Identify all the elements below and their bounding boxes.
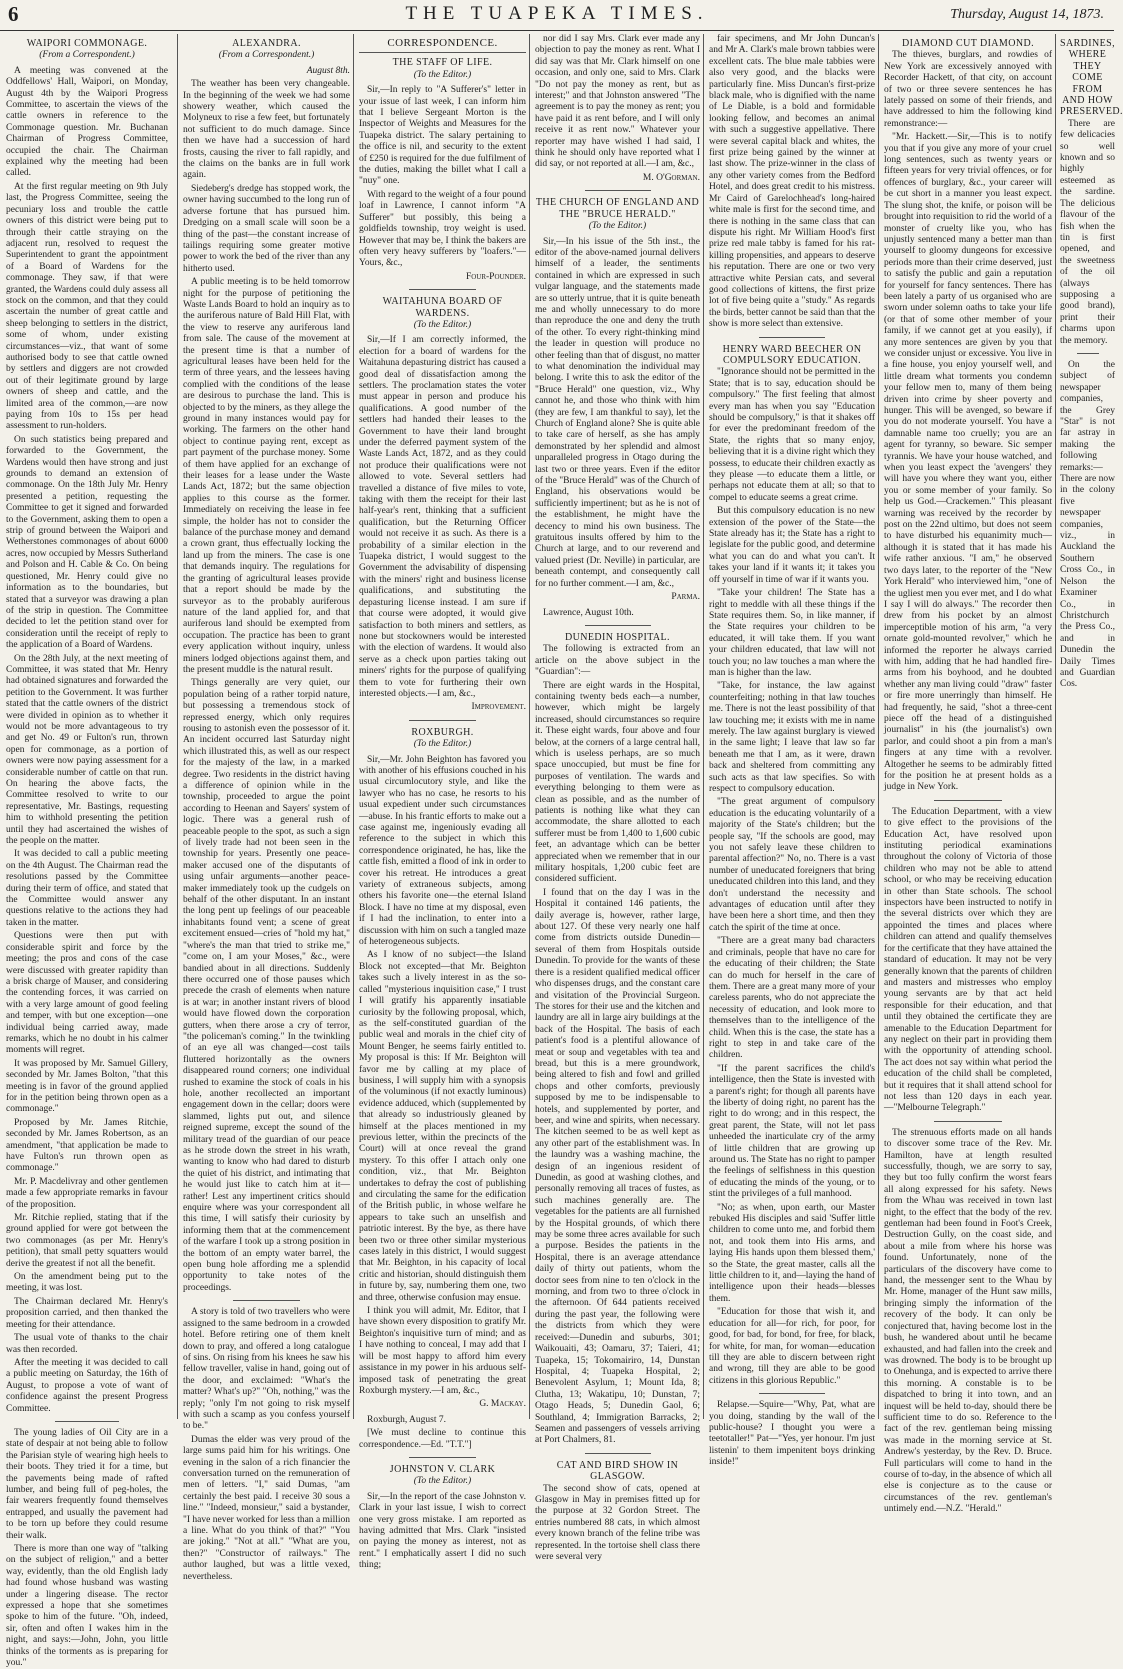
issue-date: Thursday, August 14, 1873. [950,7,1104,22]
paragraph: The young ladies of Oil City are in a state of despair at not being able to follow the Parisian style of wearing high heels to their boots. They tried it for a time, but the pavements being made of rafted lumber, and being full of peg-holes, the fair wearers frequently found themselves entrapped, and usually the pavement had to be torn up before they could resume their walk. [6,1427,168,1541]
paragraph: The Chairman declared Mr. Henry's proposition carried, and then thanked the meeting for their attendance. [6,1296,168,1330]
paragraph: After the meeting it was decided to call a public meeting on Saturday, the 16th of August, to propose a vote of want of confidence against the present Progress Committee. [6,1357,168,1414]
newspaper-title: THE TUAPEKA TIMES. [405,3,709,24]
paragraph: Relapse.—Squire—"Why, Pat, what are you doing, standing by the wall of the public-house? I thought you were a teetotaller!" Pat—"Yes, yer honour. I'm just listenin' to them impenitent boys drinking inside!" [709,1400,875,1468]
paragraph: On the subject of newspaper companies, the Grey "Star" is not far astray in making the following remarks:—There are now in the colony five newspaper companies, viz., in Auckland the Southern Cross Co., in Nelson the Examiner Co., in Christchurch the Press Co., and in Dunedin the Daily Times and Guardian Cos. [1060,359,1115,690]
paragraph: Proposed by Mr. James Ritchie, seconded by Mr. James Robertson, as an amendment, "that application be made to have Fulton's run thrown open as commonage." [6,1117,168,1174]
paragraph: There are eight wards in the Hospital, containing twenty beds each—a number, however, which might be largely increased, should circumstances so require it. These eight wards, four above and four below, at the corners of a large central hall, which is useless perhaps, are so much space unoccupied, but must be fine for purposes of ventilation. The wards and everything belonging to them were as clean as possible, and as the number of patients is nothing like what they can accommodate, the share allotted to each sufferer must be from 1,400 to 1,600 cubic feet, an advantage which can be better appreciated when we remember that in our military hospitals, 1,200 cubic feet are considered sufficient. [535,680,700,885]
paragraph: Sir,—In the report of the case Johnston v. Clark in your last issue, I wish to correct one very gross mistake. I am reported as having admitted that Mrs. Clark "insisted on paying the money as interest, not as rent." I emphatically assert I did no such thing; [359,1491,526,1571]
paragraph: Things generally are very quiet, our population being of a rather torpid nature, but possessing a tremendous stock of repressed energy, which only requires rousing to astonish even the possessor of it. An incident occurred last Saturday night which illustrated this, as well as our respect for the majesty of the law, in a marked degree. Two residents in the district having a difference of opinion while in the township, proceeded to argue the point according to Heenan and Sayers' system of logic. There was a general rush of peaceable people to the spot, as such a sign of lively trade had not been seen in the township for years. Presently one peace-maker accused one of the disputants of using unfair arguments—another peace-maker immediately took up the cudgels on behalf of the other disputant. In an instant the long pent up feelings of our peaceable inhabitants found vent; a scene of great excitement ensued—cries of "hold my hat," "where's the man that tried to strike me," "come on, I am your Moses," &c., were bandied about in all directions. Suddenly there occurred one of those pauses which precede the crash of elements when nature is at war; in another instant rivers of blood would have flowed down the corporation gutters, when there arose a cry of terror, "the policeman's coming." In the twinkling of an eye all was changed—cost tails fluttered horizontally as the owners disappeared round corners; one individual rushed to examine the stock of coals in his hole, another recollected an important engagement down in the cellar; doors were slammed, lights put out, and silence reigned supreme, except the sound of the military tread of the guardian of our peace as he strode down the street in his wrath, wanting to know who had dared to disturb the quiet of his district, and intimating that he would just like to catch him at it—rather! Lest any impertinent critics should enquire where was your correspondent all this time, I will satisfy their curiosity by informing them that at the commencement of the warfare I took up a strong position in the bottom of an empty water barrel, the open bung hole affording me a splendid opportunity to take notes of the proceedings. [183,678,350,1293]
paragraph: Mr. Ritchie replied, stating that if the ground applied for were got between the two commonages (as per Mr. Henry's petition), that small petty squatters would derive the greatest if not all the benefit. [6,1213,168,1269]
paragraph: I think you will admit, Mr. Editor, that I have shown every disposition to gratify Mr. Beighton's inquisitive turn of mind; and as I have nothing to conceal, I may add that I will be most happy to afford him every assistance in my power in his arduous self-imposed task of penetrating the great Roxburgh mystery.—I am, &c., [359,1306,526,1396]
paragraph: With regard to the weight of a four pound loaf in Lawrence, I cannot inform "A Sufferer" but possibly, this being a goldfields township, troy weight is used. However that may be, I think the bakers are often very heavy sufferers by "loafers."—Yours, &c., [359,189,526,269]
paragraph: "Ignorance should not be permitted in the State; that is to say, education should be compulsory." The first feeling that almost every man has when you say "Education should be compulsory," is that it shakes off for ever the predominant freedom of the State, the rights that so many enjoy, believing that it is a divine right which they possess, to educate their children exactly as they please —to educate them a little, or perhaps not educate them at all; so that to compel to educate seems a great crime. [709,367,875,503]
paragraph: Mr. P. Macdelivray and other gentlemen made a few appropriate remarks in favour of the proposition. [6,1176,168,1210]
paragraph: "Take, for instance, the law against counterfeiting; nothing in that law touches me. There is not the least possibility of that law touching me; it exists with me in name merely. The law against burglary is viewed in the same light; I leave that law so far beneath me that I am, as it were, drawn back and sheltered from committing any such acts as that law specifies. So with respect to compulsory education. [709,681,875,794]
article-heading-sardines: SARDINES, WHERE THEY COME FROM AND HOW PRESERVED. [1060,38,1123,118]
letter-title: WAITAHUNA BOARD OF WARDENS. [382,296,503,319]
paragraph: Sir,—In his issue of the 5th inst., the editor of the above-named journal delivers himself of a leader, the sentiments contained in which are expressed in such vulgar language, and the statements made are so utterly untrue, that it is quite beneath me and wholly unnecessary to do more than reproduce the one and deny the truth of the other. To every right-thinking mind the leader in question will produce no other feeling than that of disgust, no matter to what denomination the individual may belong. I write this to ask the editor of the "Bruce Herald" one question, viz., Why cannot he, and those who think with him (they are few, I am thankful to say), let the Church of England alone? She is quite able to take care of herself, as she has amply demonstrated by her splendid and almost unparalleled progress in Otago during the last two or three years. Even if the editor of the "Bruce Herald" was of the Church of England, his observations would be sufficiently impertinent; but as he is not of the establishment, he might have the decency to mind his own business. The gratuitous insults offered by him to the Church at large, and to our reverend and valued priest (Dr. Neville) in particular, are beneath contempt, and consequently call for no further comment.—I am, &c., [535,236,700,589]
paragraph: The following is extracted from an article on the above subject in the "Guardian":— [535,644,700,678]
letter-signature: G. Mackay. [479,1399,526,1410]
letter-salutation: (To the Editor.) [413,319,472,330]
paragraph: The weather has been very changeable. In the beginning of the week we had some showery weather, which caused the Molyneux to rise a few feet, but fortunately not sufficient to do much damage. Since then we have had a succession of hard frosts, causing the river to fall rapidly, and the claims on the banks are in full work again. [183,79,350,181]
paragraph: "Mr. Hackett.—Sir,—This is to notify you that if you give any more of your cruel long sentences, such as twenty years or fifteen years for very trivial offences, or for offences of burglary, &c., your career will be cut short in a manner you least expect. The slung shot, the knife, or poison will be brought into requisition to rid the world of a monster of cruelty like you, who has unjustly sentenced many a better man than yourself to gloomy dungeons for excessive periods more than their crime deserved, just to satisfy the public and gain a reputation for yourself for fancy sentences. There has been lately a party of us organised who are sworn under solemn oaths to take your life (or that of some other member of your family, if we cannot get at you easily), if any more sentences are given by you that we consider unjust or excessive. You live in a fine house, you enjoy yourself well, and little dream what torments you condemn your fellow men to, many of them being driven into crime by sheer poverty and hunger. This will be avenged, so beware if you do not moderate yourself. You have a damnable name too cruelly; you are an agent for tyranny, so beware. Sic semper tyrannis. We have your house watched, and when you least expect the 'avengers' they will have you where they want you, either you or some member of your family. So help us God.—Crackemen." This pleasant warning was received by the recorder by post on the 22nd ultimo, but does not seem to have disturbed his equanimity much—although it is stated that it has made his wife rather anxious. "I am," he observed two days later, to the reporter of the "New York Herald" who interviewed him, "one of the ugliest men you ever met, and I do what I say I will do always." The recorder then drew from his pocket by an almost imperceptible motion of his arm, "a very ornate gold-mounted revolver," which he informed the reporter he always carried with him, adding that he had handled fire-arms from his boyhood, and he doubted whether any man living could "draw" faster or fire more unerringly than himself. He had frequently, he said, "shot a three-cent piece off the head of a distinguished journalist" in his (the journalist's) own parlor, and could shoot a pin from a man's fingers at any time with a revolver. Altogether he seems to be admirably fitted for the position he at present holds as a judge in New York. [884,132,1052,793]
paragraph: On the 28th July, at the next meeting of Committee, it was stated that Mr. Henry had obtained signatures and forwarded the petition to the Government. It was further stated that the cattle owners of the district were divided in opinion as to whether it would not be more advantageous to try and get No. 49 or Fulton's run, thrown open for commonage, as a portion of owners were now paying assessment for a considerable number of cattle on that run. On hearing the above facts, the Committee resolved to write to our representative, Mr. Bastings, requesting him to withhold presenting the petition until they had ascertained the wishes of the people on the matter. [6,653,168,847]
letter-salutation: (To the Editor.) [588,221,647,232]
article-heading-waipori-commonage: WAIPORI COMMONAGE. [26,38,148,49]
paragraph: As I know of no subject—the Island Block not excepted—that Mr. Beighton takes such a lively interest in as the so-called "mysterious inquisition case," I trust I will gratify his apparently insatiable curiosity by the following proposal, which, as the self-constituted guardian of the public weal and morals in the chief city of Mount Benger, he seems fairly entitled to. My proposal is this: If Mr. Beighton will favor me by calling at my place of business, I will supply him with a synopsis of the voluminous (if not exactly luminous) evidence adduced, which (supplemented by that already so industriously gleaned by himself at the places mentioned in my previous letter, within the precincts of the Court) will at once reveal the grand mystery. To this offer I attach only one condition, viz., that Mr. Beighton undertakes to defray the cost of publishing and circulating the same for the edification of the British public, in whose welfare he appears to take such an unselfish and patriotic interest. By the bye, as there have been two or three other similar mysterious cases lately in this district, I would suggest that Mr. Beighton, in his capacity of local critic and historian, should distinguish them in future by, say, numbering them one, two and three, otherwise confusion may ensue. [359,950,526,1303]
columns [0,34,1123,1669]
divider [934,1121,1001,1122]
paragraph: "Take your children! The State has a right to meddle with all these things if the State requires them. So, in like manner, if the State requires your children to be educated, it will take them. If you want your children educated, that law will not touch you; no law touches a man where the man is higher than the law. [709,588,875,678]
divider [759,1393,825,1394]
paragraph: A meeting was convened at the Oddfellows' Hall, Waipori, on Monday, August 4th by the Waipori Progress Committee, to ascertain the views of the cattle owners in reference to the Commonage question. Mr. Buchanan Chairman of Progress Committee, occupied the chair. The Chairman explained why the meeting had been called. [6,65,168,179]
paragraph: It was decided to call a public meeting on the 4th August. The Chairman read the resolutions passed by the Committee during their term of office, and stated that the Committee would answer any questions relative to the actions they had taken in the matter. [6,849,168,928]
letter-title: ROXBURGH. [411,726,474,738]
article-heading-dunedin-hospital: DUNEDIN HOSPITAL. [565,631,670,643]
paragraph: fair specimens, and Mr John Duncan's and Mr A. Clark's male brown tabbies were excellent cats. The blue male tabbies were also very good, and the blacks were particularly fine. Miss Duncan's first-prize black male, who is dignified with the name of Le Diable, is a bold and formidable looking fellow, and becomes an animal with such a suggestive appellative. There were several capital black and whites, the first prize being gained by the winner at last show. The prize-winner in the class of any other variety comes from the Bedford Hotel, and does great credit to his mistress. Mr Caird of Garelochhead's long-haired white male is first for the second time, and there is nothing in the same class that can dispute his right. Mr William Hood's first prize red male tabby is famed for his rat-killing propensities, and appears to deserve his reputation. There are one or two very attractive white Persian cats, and several good collections of kittens, the first prize lot of five being quite a "study." As regards the birds, better cannot be said than that the show is more select than extensive. [709,34,875,330]
paragraph: nor did I say Mrs. Clark ever made any objection to pay the money as rent. What I did say was that Mr. Clark himself on one occasion, and only one, said to Mrs. Clark "Do not pay the money as rent, but as interest;" and that Johnston answered "The agreement is to pay the money as rent; you have paid it as rent before, and I will only receive it as rent now." Whatever your reporter may have wished I had said, I think he should only have reported what I did say, or not reported at all.—I am, &c., [535,34,700,170]
paragraph: Questions were then put with considerable spirit and force by the meeting; the pros and cons of the case were discussed with greater rapidity than a brisk charge of Mauser, and considering the contending forces, it was carried on with a very large amount of good feeling and temper, with but one exception—one individual being carried away, made remarks, which he no doubt in his calmer moments will regret. [6,931,168,1056]
dateline: August 8th. [306,65,350,76]
paragraph: It was proposed by Mr. Samuel Gillery, seconded by Mr. James Bolton, "that this meeting is in favor of the ground applied for in the petition being thrown open as a commonage." [6,1058,168,1115]
paragraph: The second show of cats, opened at Glasgow in May in premises fitted up for the purpose at 32 Gordon Street. The entries numbered 88 cats, in which almost every known branch of the feline tribe was represented. In the tortoise shell class there were several very [535,1483,700,1562]
paragraph: I found that on the day I was in the Hospital it contained 146 patients, the daily average is, however, rather large, about 127. Of these very nearly one half come from districts outside Dunedin—several of them from Hospitals outside Dunedin. To provide for the wants of these there is a resident qualified medical officer who dispenses drugs, and the constant care and visitation of the Provincial Surgeon. The stores for their use and the kitchen and laundry are all in large airy buildings at the back of the Hospital. The basis of each patient's food is a plentiful allowance of meat or soup and vegetables with tea and bread, but this is a mere groundwork, being altered to fish and fowl and grilled chops and other comforts, previously supposed by me to be indispensable to hotels, and supplemented by porter, and beer, and wine and spirits, when necessary. The kitchen seemed to be as well kept as any other part of the establishment was. In the laundry was a washing machine, the design of an ingenious resident of Dunedin, as good at washing clothes, and personally removing all traces of fustes, as such machines generally are. The vegetables for the patients are all furnished by the Hospital grounds, of which there may be some three acres available for such a purpose. Besides the patients in the Hospital, there is an average attendance daily of thirty out patients, whom the doctor sees from nine to ten o'clock in the morning, and from two to three o'clock in the afternoon. Of 644 patients received during the past year, the following were the districts from which they were received:—Dunedin and suburbs, 301; Waikouaiti, 43; Oamaru, 37; Taieri, 41; Tuapeka, 15; Tokomairiro, 14, Dunstan Hospital, 4; Tuapeka Hospital, 2; Benevolent Asylum, 1; Mount Ida, 8; Clutha, 13; Wakatipu, 10; Dunstan, 7; Otago Heads, 5; Dunedin Gaol, 6; Southland, 4; Immigration Barracks, 2; Seamen and passengers of vessels arriving at Port Chalmers, 81. [535,887,700,1446]
paragraph: On the amendment being put to the meeting, it was lost. [6,1272,168,1294]
column-3 [353,34,527,1571]
paragraph: "If the parent sacrifices the child's intelligence, then the State is invested with a parent's right; for though all parents have the liberty of doing right, no parent has the right to do wrong; and in this respect, the great parent, the State, will not let pass unheeded the inarticulate cry of the army of little children that are growing up around us. The State has no right to pamper the feelings of selfishness in this question of educating the minds of the young, or to stint the privileges of a full manhood. [709,1063,875,1200]
byline: (From a Correspondent.) [39,50,135,61]
paragraph: On such statistics being prepared and forwarded to the Government, the Wardens would then have strong and just grounds to demand an extension of commonage. On the 18th July Mr. Henry presented a petition, requesting the Committee to get it signed and forwarded to the Government, asking them to open a strip of ground between the Waipori and Wetherstones commonages of about 6000 acres, now occupied by Messrs Sutherland and Polson and H. Cable & Co. On being questioned, Mr. Henry could give no information as to the boundaries, but stated that a surveyor was drawing a plan of the strip in question. The Committee decided to let the petition stand over for consideration until the receipt of reply to the application of a Board of Wardens. [6,434,168,651]
section-heading-correspondence: CORRESPONDENCE. [359,38,526,53]
paragraph: "No; as when, upon earth, our Master rebuked His disciples and said 'Suffer little children to come unto me, and forbid them not, and took them into His arms, and laying His hands upon them blessed them,' so the State, the great master, calls all the little children to it, and—laying the hand of intelligence upon their heads—blesses them. [709,1202,875,1304]
paragraph: The usual vote of thanks to the chair was then recorded. [6,1333,168,1355]
divider [409,720,476,721]
paragraph: Sir,—If I am correctly informed, the election for a board of wardens for the Waitahuna depasturing district has caused a good deal of dissatisfaction among the settlers. The proclamation states the voter must appear in person and produce his qualifications. A good number of the settlers had handed their leases to the Government to have their land brought under the deferred payment system of the Waste Lands Act, 1872, and as they could not produce their qualifications were not allowed to vote. Several settlers had travelled a distance of five miles to vote, taking with them the receipt for their last half-year's rent, thinking that a sufficient qualification, but the Returning Officer would not receive it as such. As there is a probability of a similar election in the Tuapeka district, I would suggest to the Government the advisability of dispensing with the miners' right and business license qualifications, and substituting the depasturing license instead. I am sure if that course were adopted, it would give satisfaction to both miners and settlers, as none but stockowners would be interested with the election of wardens. It would also serve as a check upon parties taking out miners' rights for the purpose of qualifying them to vote for furthering their own interested objects.—I am, &c., [359,335,526,699]
divider [233,1300,300,1301]
divider [934,800,1001,801]
paragraph: A story is told of two travellers who were assigned to the same bedroom in a crowded hotel. Before retiring one of them knelt down to pray, and offered a long catalogue of sins. On rising from his knees he saw his fellow traveller, valise in hand, going out of the door, and exclaimed: "What's the matter? What's up?" "Oh, nothing," was the reply; "only I'm not going to risk myself with such a scamp as you confess yourself to be." [183,1307,350,1432]
letter-salutation: (To the Editor.) [413,739,472,750]
letter-salutation: (To the Editor.) [413,1476,472,1487]
paragraph: The strenuous efforts made on all hands to discover some trace of the Rev. Mr. Hamilton, have at length resulted successfully, though, we are sorry to say, they but too fully confirm the worst fears all along expressed for his safety. News from the Whau was received in town last night, to the effect that the body of the rev. gentleman had been found in Foot's Creek, Destruction Gully, on the coast side, and about a mile from where his horse was found. Unfortunately, none of the particulars of the discovery have come to hand, the messenger sent to the Whau by Mr. Home, manager of the Hunt saw mills, bringing simply the information of the recovery of the body. It can only be conjectured that, having become lost in the bush, he wandered about until he became exhausted, and had fallen into the creek and was drowned. The body is to be brought up to Onehunga, and is expected to arrive there this morning. A constable is to be dispatched to bring it into town, and an inquest will be held to-day, should there be sufficient time to do so. Reference to the fact of the rev. gentleman being missing was made in the morning service at St. Andrew's yesterday, by the Rev. D. Bruce. Full particulars will come to hand in the course of to-day, in the absence of which all else is conjecture as to the cause or circumstances of the rev. gentleman's untimely end.—N.Z. "Herald." [884,1127,1052,1515]
divider [759,337,825,338]
divider [585,1453,651,1454]
column-5 [703,34,875,1468]
paragraph: Sir,—In reply to "A Sufferer's" letter in your issue of last week, I can inform him that I believe Sergeant Morton is the Inspector of Weights and Measures for the Tuapeka district. The salary pertaining to the office is nil, and security to the extent of £250 is required for the due fulfilment of the duties, making the billet what I call a "nuy" one. [359,85,526,187]
paragraph: The thieves, burglars, and rowdies of New York are excessively annoyed with Recorder Hackett, of that city, on account of two or three severe sentences he has lately passed on some of their friends, and have addressed to him the following kind remonstrance:— [884,50,1052,129]
letter-dateline: Roxburgh, August 7. [367,1414,447,1425]
divider [1077,353,1099,354]
letter-signature: Four-Pounder. [465,271,526,282]
divider [585,625,651,626]
letter-signature: Improvement. [471,702,526,713]
article-heading-beecher: HENRY WARD BEECHER ON COMPULSORY EDUCATION. [722,343,862,366]
letter-dateline: Lawrence, August 10th. [543,607,634,618]
divider [585,190,651,191]
column-2 [177,34,350,1582]
masthead [0,0,1114,31]
paragraph: Sir,—Mr. John Beighton has favored you with another of his effusions couched in his usual circumlocutory style, and like the lawyer who has no case, he resorts to his usual expedient under such circumstances—abuse. In his frantic efforts to make out a case against me, ingeniously evading all reference to the subject in which this correspondence originated, he has, like the cattle fish, emitted a flood of ink in order to cover his retreat. He introduces a great variety of extraneous subjects, among others his favorite one—the eternal Island Block. I have no time at my disposal, even if I had the inclination, to enter into a discussion with him on such a tangled maze of heterogeneous subjects. [359,754,527,948]
paragraph: Siedeberg's dredge has stopped work, the owner having succumbed to the long run of adverse fortune that has pursued him. Dredging on a small scale will soon be a thing of the past—the constant increase of tailings requiring some greater motive power to work the bed of the river than any hitherto used. [183,183,350,274]
letter-signature: M. O'Gorman. [642,172,700,183]
paragraph: There are few delicacies so well known and so highly esteemed as the sardine. The delicious flavour of the fish when the tin is first opened, and the sweetness of the oil (always supposing a good brand), print their charms upon the memory. [1060,118,1115,346]
column-6 [878,34,1052,1515]
paragraph: "Education for those that wish it, and education for all—for rich, for poor, for good, for bad, for bond, for free, for black, for white, for man, for woman—education till they are able to discern between right and wrong, till they are able to be good citizens in this glorious Republic." [709,1307,875,1386]
paragraph: The Education Department, with a view to give effect to the provisions of the Education Act, have resolved upon instituting periodical examinations throughout the colony of Victoria of those children who may not be able to attend school, or who may be receiving education in other than State schools. The school inspectors have been instructed to notify in the several districts over which they are appointed the times and places where children can attend and qualify themselves for the certificate that they have attained the standard of education. It may not be very generally known that the parents of children and masters and mistresses who employ young servants are by that act held responsible for their education, and that until they obtained the certificate they are amenable to the Education Department for any neglect on their part in providing them with the opportunity of attending school. The act does not say within what period the education of the child shall be completed, but it requires that it shall attend school for not less than 120 days in each year.—"Melbourne Telegraph." [884,806,1052,1114]
article-heading-alexandra: ALEXANDRA. [232,38,301,49]
letter-title: JOHNSTON V. CLARK [389,1463,496,1475]
divider [409,1457,476,1458]
paragraph: There is more than one way of "talking on the subject of religion," and a better way, evidently, than the old English lady had found whose husband was wasting under a lingering disease. The rector expressed a hope that she sometimes spoke to him of the future. "Oh, indeed, sir, often and often I wakes him in the night, and says:—John, John, you little thinks of the torments as is preparing for you." [6,1544,168,1669]
paragraph: At the first regular meeting on 9th July last, the Progress Committee, seeing the pecuniary loss and trouble the cattle owners of this district were being put to through their cattle straying on the adjacent run, resolved to request the Superintendent to grant the appointment of a Board of Wardens for the commonage. They saw, if that were granted, the Wardens could duly assess all stock on the common, and that they could ascertain the number of great cattle and sheep belonging to settlers in the district, some of whom, under existing circumstances—viz., that want of some authorised body to see that cattle owned by settlers and diggers are not crowded out of their legitimate ground by large owners of sheep and cattle, and the limited area of the common,—are now paying from 10s to 15s per head assessment to run-holders. [6,181,168,432]
article-heading-diamond-cut-diamond: DIAMOND CUT DIAMOND. [902,38,1034,49]
column-7 [1055,34,1123,1419]
paragraph: Dumas the elder was very proud of the large sums paid him for his writings. One evening in the salon of a rich financier the conversation turned on the remuneration of men of letters. "I," said Dumas, "am certainly the best paid. I receive 30 sous a line." "Indeed, monsieur," said a bystander, "I have never worked for less than a million a line. What do you think of that?" "You are joking." "Not at all." "What are you, then?" "Constructor of railways." The author laughed, but was a little vexed, nevertheless. [183,1434,350,1582]
letter-title: THE CHURCH OF ENGLAND AND THE "BRUCE HERALD." [535,197,700,220]
paragraph: "There are a great many bad characters and criminals, people that have no care for the educating of their children; the State can do much for herself in the care of them. There are a great many more of your careless parents, who do not appreciate the necessity of education, and look more to themselves than to the intelligence of the child. When this is the case, the state has a right to step in and take care of the children. [709,936,875,1061]
divider [55,1421,120,1422]
page-number: 6 [8,2,19,26]
letter-title: THE STAFF OF LIFE. [392,57,493,69]
column-1 [6,34,168,1669]
article-heading-cat-show: CAT AND BIRD SHOW IN GLASGOW. [556,1459,679,1483]
letter-salutation: (To the Editor.) [413,69,472,80]
paragraph: A public meeting is to be held tomorrow night for the purpose of petitioning the Waste Lands Board to hold an inquiry as to the auriferous nature of Bald Hill Flat, with the view to reserve any auriferous land from sale. The cause of the movement at the present time is that a number of agricultural leases have been held for the term of three years, and the lessees having complied with the conditions of the lease are desirous to purchase the land. This is objected to by the miners, as they allege the ground in many instances would pay for working. The farmers on the other hand object to continue paying rent, except as part payment of the purchase money. Some of them have applied for an exchange of their leases for a lease under the Waste Lands Act, 1872; but the same objection applies to this course as the former. Immediately on receiving the lease in fee simple, the holder has not to consider the balance of the purchase money and demand a crown grant, thus effectually locking the land up from the miners. The case is one that demands inquiry. The regulations for the granting of agricultural leases provide that a report should be made by the surveyor as to the probably auriferous nature of the land applied for, and that auriferous land should be exempted from occupation. The practice has been to grant every application without inquiry, unless miners lodged objections against them, and the present muddle is the natural result. [183,277,350,675]
paragraph: "The great argument of compulsory education is the educating voluntarily of a majority of the State's children; but the people say, "If the schools are good, may you not safely leave these children to parental affection?" No, no. There is a vast number of uneducated foreigners that bring uneducated children into this land, and they don't understand the necessity and advantages of education until after they have been here a short time, and then they catch the spirit of the time at once. [709,797,875,933]
editor-note: [We must decline to continue this correspondence.—Ed. "T.T."] [359,1428,526,1450]
byline: (From a Correspondent.) [218,50,315,61]
paragraph: But this compulsory education is no new extension of the power of the State—the State already has it; the State has a right to legislate for the public good, and determine what you can do and what you can't. It takes your land if it wants it; it takes you off yourself in time of war if it wants you. [709,506,875,585]
letter-signature: Parma. [671,592,700,603]
column-4 [529,34,700,1562]
divider [409,289,476,290]
